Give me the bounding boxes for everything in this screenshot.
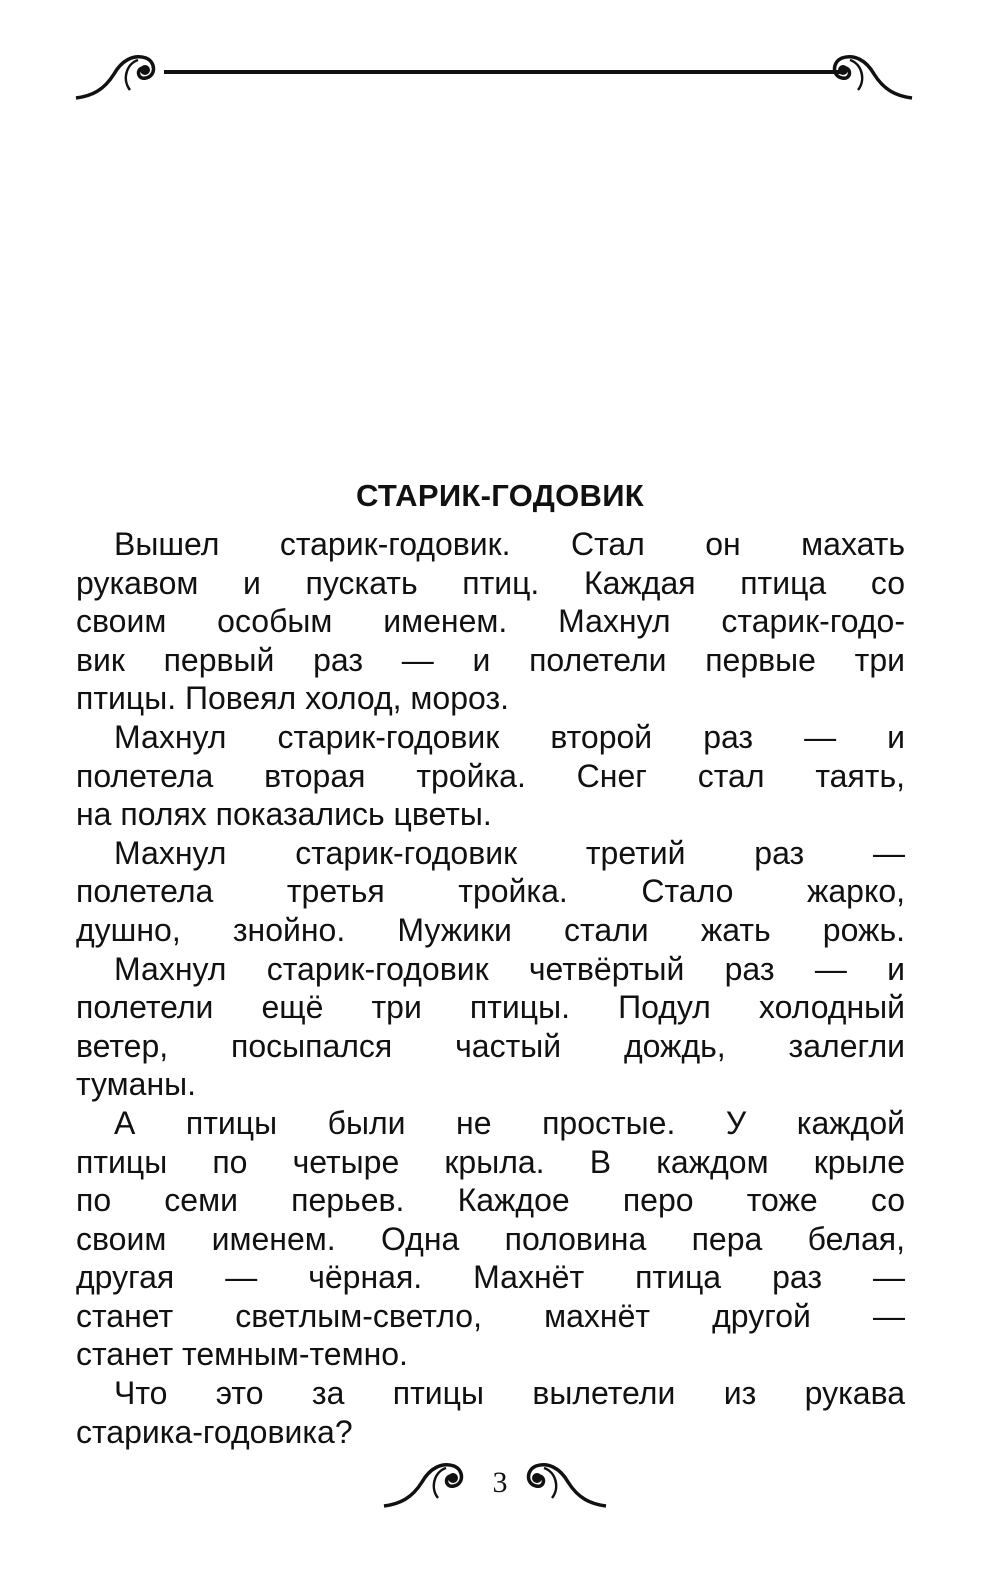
text-line: полетела вторая тройка. Снег стал таять, <box>76 757 905 794</box>
text-line: вик первый раз — и полетели первые три <box>76 641 905 678</box>
swirl-ornament-right-icon <box>824 50 916 102</box>
swirl-ornament-footer-right-icon <box>518 1458 610 1510</box>
text-line: своим именем. Одна половина пера белая, <box>76 1220 905 1257</box>
text-line: своим особым именем. Махнул старик-годо- <box>76 603 905 640</box>
text-line: душно, знойно. Мужики стали жать рожь. <box>76 911 905 948</box>
text-line: А птицы были не простые. У каждой <box>114 1104 905 1141</box>
text-line: туманы. <box>76 1066 197 1103</box>
text-line: Что это за птицы вылетели из рукава <box>114 1375 905 1412</box>
text-line: рукавом и пускать птиц. Каждая птица со <box>76 564 905 601</box>
text-line: Вышел старик-годовик. Стал он махать <box>114 526 905 562</box>
text-line: Махнул старик-годовик второй раз — и <box>114 718 905 755</box>
text-line: Махнул старик-годовик четвёртый раз — и <box>114 950 905 987</box>
text-line: птицы. Повеял холод, мороз. <box>76 680 509 717</box>
story-body <box>76 525 905 1451</box>
text-line: полетели ещё три птицы. Подул холодный <box>76 989 905 1026</box>
text-line: станет светлым-светло, махнёт другой — <box>76 1297 905 1334</box>
header-rule <box>164 70 840 74</box>
text-line: на полях показались цветы. <box>76 796 492 833</box>
text-line: ветер, посыпался частый дождь, залегли <box>76 1027 905 1064</box>
page-number: 3 <box>492 1466 508 1499</box>
story-title: СТАРИК-ГОДОВИК <box>355 478 645 513</box>
text-line: станет темным-темно. <box>76 1336 408 1373</box>
text-line: Махнул старик-годовик третий раз — <box>114 834 905 871</box>
text-line: старика-годовика? <box>76 1413 353 1450</box>
swirl-ornament-left-icon <box>72 50 164 102</box>
text-line: полетела третья тройка. Стало жарко, <box>76 873 905 910</box>
text-line: по семи перьев. Каждое перо тоже со <box>76 1182 905 1219</box>
text-line: другая — чёрная. Махнёт птица раз — <box>76 1259 905 1296</box>
text-line: птицы по четыре крыла. В каждом крыле <box>76 1143 905 1180</box>
